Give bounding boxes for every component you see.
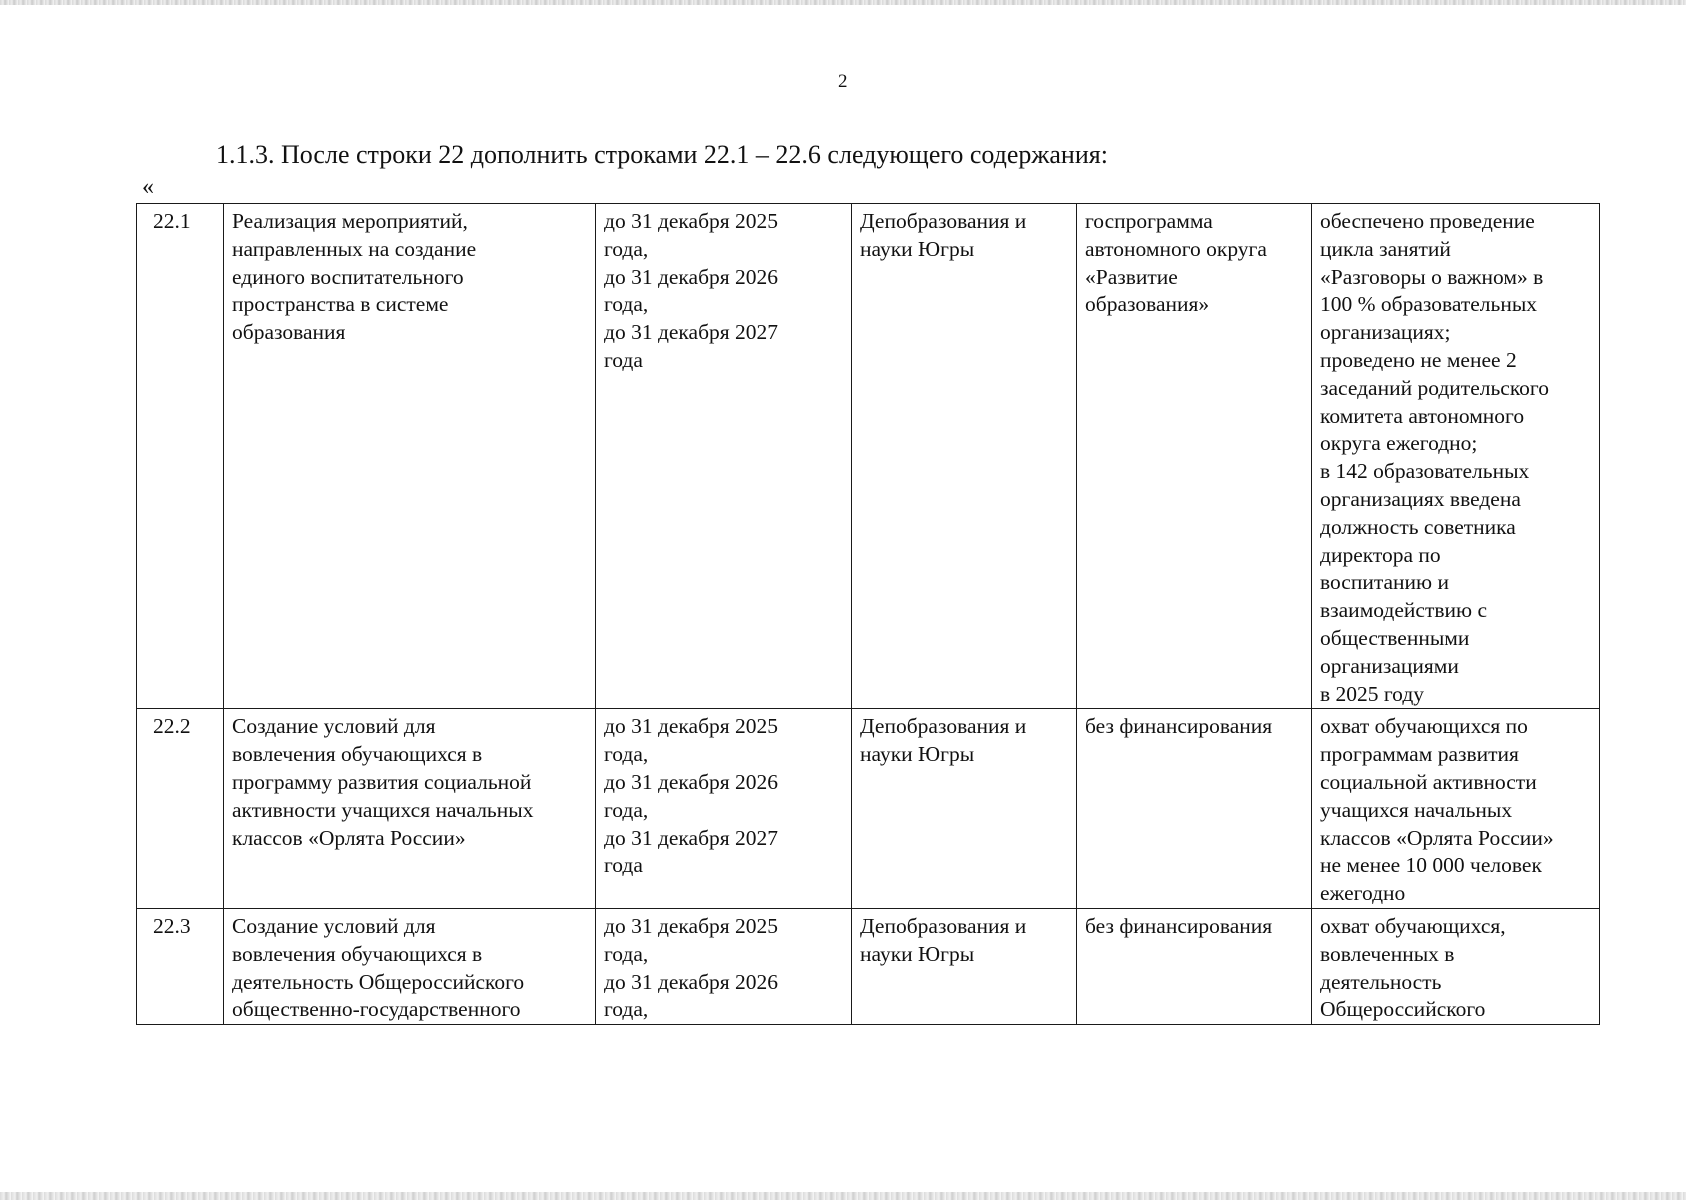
cell-line: в 2025 году [1320, 681, 1425, 706]
result-text [1320, 713, 1591, 908]
cell-line: до 31 декабря 2026 [604, 769, 779, 794]
funding-cell [1077, 908, 1312, 1024]
funding-cell [1077, 204, 1312, 709]
cell-line: ежегодно [1320, 881, 1406, 906]
cell-line: воспитанию и [1320, 570, 1449, 595]
cell-line: охват обучающихся по [1320, 714, 1528, 739]
measure-cell [224, 204, 596, 709]
cell-line: социальной активности [1320, 769, 1537, 794]
executor-cell [852, 204, 1077, 709]
cell-line: года, [604, 742, 649, 767]
cell-line: вовлечения обучающихся в [232, 742, 483, 767]
cell-line: «Разговоры о важном» в [1320, 264, 1544, 289]
deadline-cell [596, 709, 852, 909]
cell-line: образования [232, 320, 346, 345]
cell-line: Создание условий для [232, 913, 436, 938]
row-number-cell [137, 204, 224, 709]
cell-line: года, [604, 292, 649, 317]
result-text [1320, 913, 1591, 1024]
row-number: 22.3 [153, 913, 191, 938]
cell-line: охват обучающихся, [1320, 913, 1506, 938]
deadline-text [604, 208, 843, 375]
result-cell [1312, 709, 1600, 909]
cell-line: округа ежегодно; [1320, 431, 1478, 456]
deadline-text [604, 713, 843, 880]
cell-line: организациях введена [1320, 486, 1521, 511]
cell-line: учащихся начальных [1320, 797, 1513, 822]
row-number-cell [137, 709, 224, 909]
cell-line: науки Югры [860, 941, 975, 966]
cell-line: без финансирования [1085, 913, 1273, 938]
funding-cell [1077, 709, 1312, 909]
table-row [137, 908, 1600, 1024]
cell-line: пространства в системе [232, 292, 449, 317]
cell-line: 100 % образовательных [1320, 292, 1538, 317]
funding-text [1085, 208, 1303, 319]
cell-line: организациях; [1320, 320, 1451, 345]
measure-text [232, 913, 587, 1024]
cell-line: Депобразования и [860, 209, 1027, 233]
scan-edge-top [0, 0, 1686, 5]
row-number: 22.2 [153, 714, 191, 739]
cell-line: Реализация мероприятий, [232, 209, 468, 233]
executor-text [860, 713, 1068, 769]
cell-line: до 31 декабря 2026 [604, 969, 779, 994]
measure-text [232, 208, 587, 347]
cell-line: в 142 образовательных [1320, 459, 1530, 484]
row-number-cell [137, 908, 224, 1024]
cell-line: до 31 декабря 2025 [604, 714, 779, 739]
result-cell [1312, 908, 1600, 1024]
cell-line: единого воспитательного [232, 264, 464, 289]
cell-line: до 31 декабря 2025 [604, 209, 779, 233]
table-row [137, 204, 1600, 709]
measure-cell [224, 908, 596, 1024]
cell-line: комитета автономного [1320, 403, 1525, 428]
cell-line: директора по [1320, 542, 1441, 567]
page-number: 2 [838, 71, 848, 92]
executor-text [860, 913, 1068, 969]
cell-line: года [604, 347, 643, 372]
cell-line: года [604, 853, 643, 878]
cell-line: госпрограмма [1085, 209, 1213, 233]
cell-line: науки Югры [860, 236, 975, 261]
cell-line: направленных на создание [232, 236, 477, 261]
cell-line: до 31 декабря 2025 [604, 913, 779, 938]
cell-line: должность советника [1320, 514, 1516, 539]
cell-line: деятельность [1320, 969, 1442, 994]
cell-line: Создание условий для [232, 714, 436, 739]
cell-line: года, [604, 997, 649, 1022]
cell-line: программам развития [1320, 742, 1519, 767]
deadline-cell [596, 908, 852, 1024]
cell-line: заседаний родительского [1320, 375, 1549, 400]
cell-line: общественными [1320, 625, 1470, 650]
cell-line: деятельность Общероссийского [232, 969, 525, 994]
cell-line: до 31 декабря 2027 [604, 825, 779, 850]
cell-line: науки Югры [860, 742, 975, 767]
cell-line: до 31 декабря 2026 [604, 264, 779, 289]
executor-cell [852, 709, 1077, 909]
cell-line: вовлеченных в [1320, 941, 1455, 966]
deadline-text [604, 913, 843, 1024]
cell-line: программу развития социальной [232, 769, 532, 794]
funding-text [1085, 913, 1303, 941]
funding-text [1085, 713, 1303, 741]
cell-line: года, [604, 236, 649, 261]
result-text [1320, 208, 1591, 708]
cell-line: не менее 10 000 человек [1320, 853, 1542, 878]
executor-text [860, 208, 1068, 264]
deadline-cell [596, 204, 852, 709]
cell-line: обеспечено проведение [1320, 209, 1535, 233]
cell-line: активности учащихся начальных [232, 797, 534, 822]
row-number: 22.1 [153, 209, 191, 233]
cell-line: цикла занятий [1320, 236, 1451, 261]
cell-line: без финансирования [1085, 714, 1273, 739]
result-cell [1312, 204, 1600, 709]
table-body [137, 204, 1600, 1025]
cell-line: Общероссийского [1320, 997, 1486, 1022]
measure-text [232, 713, 587, 852]
amendment-table [136, 203, 1600, 1025]
cell-line: Депобразования и [860, 714, 1027, 739]
cell-line: года, [604, 797, 649, 822]
cell-line: Депобразования и [860, 913, 1027, 938]
cell-line: взаимодействию с [1320, 598, 1487, 623]
cell-line: автономного округа [1085, 236, 1267, 261]
opening-quote-mark: « [142, 174, 154, 200]
cell-line: образования» [1085, 292, 1210, 317]
cell-line: организациями [1320, 653, 1459, 678]
cell-line: до 31 декабря 2027 [604, 320, 779, 345]
cell-line: «Развитие [1085, 264, 1178, 289]
cell-line: года, [604, 941, 649, 966]
cell-line: классов «Орлята России» [232, 825, 466, 850]
cell-line: проведено не менее 2 [1320, 347, 1517, 372]
cell-line: классов «Орлята России» [1320, 825, 1554, 850]
cell-line: общественно-государственного [232, 997, 521, 1022]
scan-edge-bottom [0, 1192, 1686, 1200]
table-row [137, 709, 1600, 909]
executor-cell [852, 908, 1077, 1024]
cell-line: вовлечения обучающихся в [232, 941, 483, 966]
intro-paragraph: 1.1.3. После строки 22 дополнить строками 22.1 – 22.6 следующего содержания: [216, 140, 1108, 169]
measure-cell [224, 709, 596, 909]
